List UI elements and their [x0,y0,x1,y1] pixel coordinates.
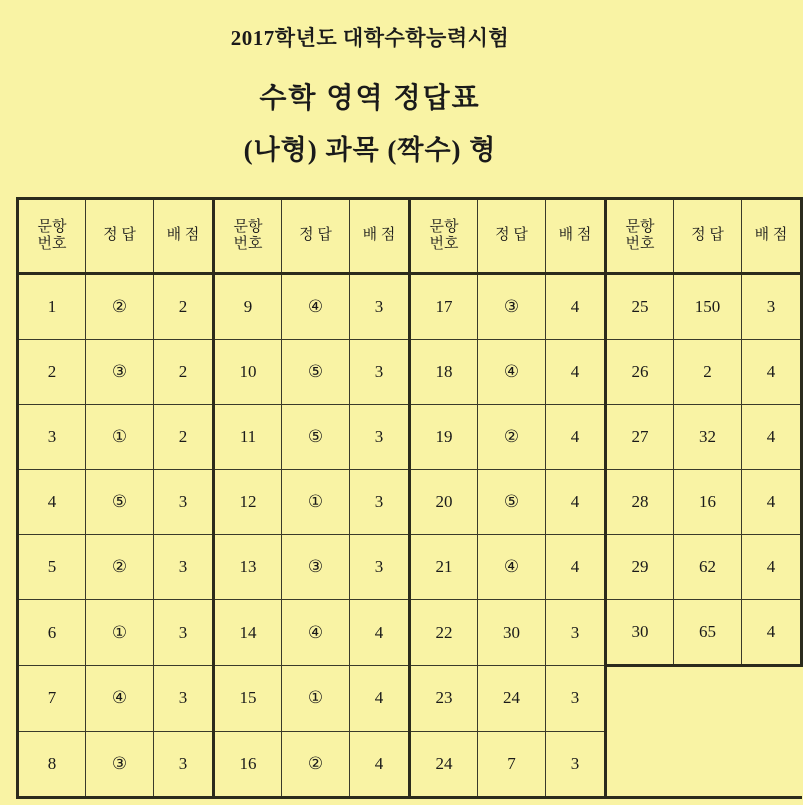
table-row [18,666,802,732]
header-answer: 정 답 [478,199,546,274]
cell-points: 3 [154,470,214,535]
cell-question-no: 25 [606,274,674,340]
cell-answer: ③ [86,731,154,797]
exam-subject-title: 수학 영역 정답표 [259,83,481,114]
cell-question-no: 17 [410,274,478,340]
header-points: 배 점 [350,199,410,274]
header-question-no-line2: 번호 [625,236,655,252]
answer-table [16,197,803,799]
cell-answer: ① [282,666,350,732]
table-row [18,731,802,797]
cell-answer: ⑤ [282,340,350,405]
table-row [18,470,802,535]
header-question-no [214,199,282,274]
header-question-no-line2: 번호 [37,236,67,252]
table-row [18,600,802,666]
cell-answer: ④ [282,600,350,666]
cell-points: 4 [546,274,606,340]
cell-answer: ① [86,600,154,666]
cell-question-no: 2 [18,340,86,405]
cell-answer: ③ [478,274,546,340]
cell-question-no: 10 [214,340,282,405]
cell-answer: 2 [674,340,742,405]
cell-question-no: 7 [18,666,86,732]
cell-empty [606,731,674,797]
header-question-no-line1: 문항 [233,218,263,235]
cell-question-no: 16 [214,731,282,797]
cell-question-no: 23 [410,666,478,732]
cell-answer: ① [282,470,350,535]
cell-question-no: 11 [214,405,282,470]
cell-question-no: 20 [410,470,478,535]
cell-answer: ⑤ [86,470,154,535]
exam-year-title: 2017학년도 대학수학능력시험 [230,26,510,50]
cell-question-no: 18 [410,340,478,405]
cell-points: 3 [154,731,214,797]
cell-answer: ⑤ [478,470,546,535]
cell-question-no: 28 [606,470,674,535]
header-question-no-line2: 번호 [233,236,263,252]
cell-empty [606,666,674,732]
cell-question-no: 4 [18,470,86,535]
cell-answer: 7 [478,731,546,797]
cell-question-no: 1 [18,274,86,340]
cell-answer: ④ [478,340,546,405]
cell-points: 3 [154,535,214,600]
cell-points: 3 [154,600,214,666]
cell-answer: 62 [674,535,742,600]
cell-answer: ② [282,731,350,797]
header-points: 배 점 [546,199,606,274]
header-answer: 정 답 [282,199,350,274]
cell-points: 4 [350,731,410,797]
cell-points: 4 [742,600,802,666]
cell-points: 3 [546,666,606,732]
cell-points: 4 [742,340,802,405]
cell-question-no: 26 [606,340,674,405]
table-header-row [18,199,802,274]
cell-question-no: 6 [18,600,86,666]
cell-points: 2 [154,340,214,405]
cell-points: 3 [546,731,606,797]
table-row [18,405,802,470]
cell-question-no: 9 [214,274,282,340]
header-points: 배 점 [742,199,802,274]
cell-answer: ① [86,405,154,470]
table-row [18,340,802,405]
cell-question-no: 13 [214,535,282,600]
cell-answer: 24 [478,666,546,732]
cell-points: 2 [154,274,214,340]
cell-answer: ④ [478,535,546,600]
answer-sheet-page [0,22,788,805]
cell-points: 3 [546,600,606,666]
header-answer: 정 답 [86,199,154,274]
cell-answer: 16 [674,470,742,535]
cell-answer: ③ [282,535,350,600]
header-question-no [606,199,674,274]
cell-answer: ③ [86,340,154,405]
cell-points: 4 [546,535,606,600]
cell-points: 3 [350,340,410,405]
cell-empty [742,666,802,732]
cell-question-no: 8 [18,731,86,797]
answer-table-container [16,197,788,799]
cell-question-no: 15 [214,666,282,732]
cell-answer: ② [86,535,154,600]
cell-question-no: 27 [606,405,674,470]
cell-question-no: 21 [410,535,478,600]
cell-points: 3 [154,666,214,732]
cell-question-no: 24 [410,731,478,797]
cell-points: 3 [350,470,410,535]
cell-answer: ④ [282,274,350,340]
cell-points: 4 [546,470,606,535]
cell-question-no: 22 [410,600,478,666]
cell-answer: ② [86,274,154,340]
cell-points: 3 [742,274,802,340]
cell-question-no: 19 [410,405,478,470]
cell-answer: ② [478,405,546,470]
header-question-no-line2: 번호 [429,236,459,252]
cell-points: 3 [350,274,410,340]
cell-answer: 65 [674,600,742,666]
cell-question-no: 5 [18,535,86,600]
exam-form-title: (나형) 과목 (짝수) 형 [243,135,497,165]
cell-question-no: 12 [214,470,282,535]
cell-question-no: 29 [606,535,674,600]
cell-points: 4 [350,666,410,732]
cell-points: 3 [350,405,410,470]
cell-answer: 32 [674,405,742,470]
table-row [18,274,802,340]
cell-points: 4 [546,340,606,405]
header-question-no [410,199,478,274]
cell-points: 4 [742,470,802,535]
table-row [18,535,802,600]
cell-points: 4 [742,535,802,600]
cell-answer: ⑤ [282,405,350,470]
header-points: 배 점 [154,199,214,274]
cell-empty [742,731,802,797]
cell-answer: ④ [86,666,154,732]
cell-empty [674,666,742,732]
cell-question-no: 30 [606,600,674,666]
header-question-no [18,199,86,274]
cell-points: 2 [154,405,214,470]
cell-points: 4 [350,600,410,666]
cell-answer: 150 [674,274,742,340]
header-answer: 정 답 [674,199,742,274]
cell-question-no: 3 [18,405,86,470]
header-question-no-line1: 문항 [625,218,655,235]
cell-points: 4 [546,405,606,470]
cell-question-no: 14 [214,600,282,666]
cell-points: 4 [742,405,802,470]
cell-points: 3 [350,535,410,600]
header-question-no-line1: 문항 [429,218,459,235]
header-question-no-line1: 문항 [37,218,67,235]
cell-empty [674,731,742,797]
cell-answer: 30 [478,600,546,666]
